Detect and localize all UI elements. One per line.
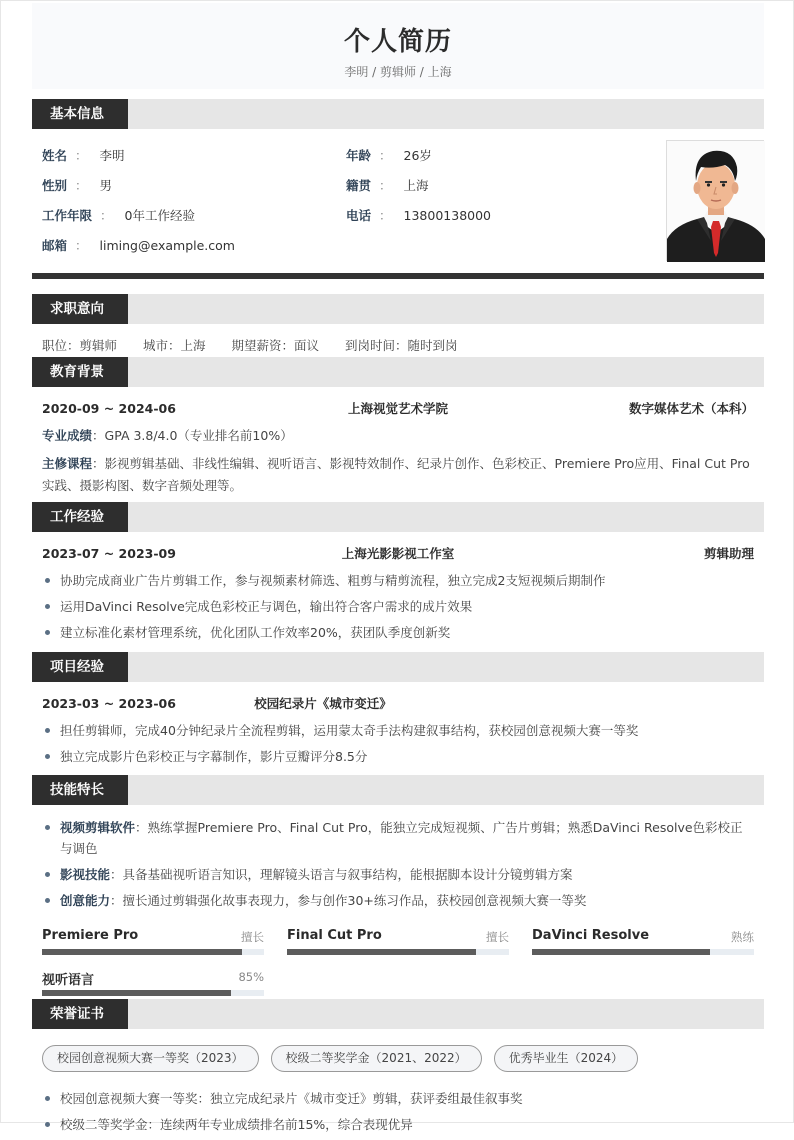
project-header-row [42,694,754,714]
field-email: 邮箱 ： liming@example.com [42,238,235,253]
section-title: 荣誉证书 [32,999,128,1029]
field-work-years: 工作年限 ： 0年工作经验 [42,208,195,223]
education-period: 2020-09 ~ 2024-06 [42,401,176,416]
profile-photo [666,140,764,261]
honor-chips [42,1045,638,1072]
list-item: 校园创意视频大赛一等奖：独立完成纪录片《城市变迁》剪辑，获评委组最佳叙事奖 [42,1088,754,1109]
section-title: 求职意向 [32,294,128,324]
intent-position: 职位：剪辑师 [42,338,118,353]
education-school: 上海视觉艺术学院 [347,401,448,416]
field-name: 姓名 ： 李明 [42,148,125,163]
field-hometown: 籍贯 ： 上海 [346,178,429,193]
education-grade: 专业成绩：GPA 3.8/4.0（专业排名前10%） [42,428,293,443]
section-title: 基本信息 [32,99,128,129]
email-value: liming@example.com [99,238,235,253]
list-item: 创意能力：擅长通过剪辑强化故事表现力，参与创作30+练习作品，获校园创意视频大赛一等奖 [42,890,754,911]
project-period: 2023-03 ~ 2023-06 [42,696,176,711]
skills-bullets [42,817,754,916]
skill-bar-audiovisual: 视听语言 85% [42,969,264,1009]
skill-bar-davinci: DaVinci Resolve 熟练 [532,928,754,968]
section-education [32,357,764,387]
section-title: 技能特长 [32,775,128,805]
section-basic-info [32,99,764,129]
field-phone: 电话 ： 13800138000 [346,208,492,223]
page-subtitle: 李明 / 剪辑师 / 上海 [344,65,452,79]
section-project-experience [32,652,764,682]
progress-track [532,949,754,955]
honors-bullets [42,1088,754,1140]
progress-track [42,949,264,955]
education-major: 数字媒体艺术（本科） [628,401,754,416]
intent-salary: 期望薪资：面议 [231,338,320,353]
list-item: 担任剪辑师，完成40分钟纪录片全流程剪辑，运用蒙太奇手法构建叙事结构，获校园创意视频大赛一等奖 [42,720,754,741]
project-name: 校园纪录片《城市变迁》 [254,696,392,711]
progress-track [42,990,264,996]
job-intent-row [42,336,484,356]
list-item: 运用DaVinci Resolve完成色彩校正与调色，输出符合客户需求的成片效果 [42,596,754,617]
honor-chip: 校级二等奖学金（2021、2022） [271,1045,482,1072]
honor-chip: 优秀毕业生（2024） [494,1045,639,1072]
page-title: 个人简历 [343,27,452,57]
work-bullets [42,570,754,648]
section-work-experience [32,502,764,532]
progress-fill [287,949,476,955]
list-item: 影视技能：具备基础视听语言知识，理解镜头语言与叙事结构，能根据脚本设计分镜剪辑方案 [42,864,754,885]
list-item: 校级二等奖学金：连续两年专业成绩排名前15%，综合表现优异 [42,1114,754,1135]
skill-bar-premiere: Premiere Pro 擅长 [42,928,264,968]
work-period: 2023-07 ~ 2023-09 [42,546,176,561]
progress-fill [42,990,231,996]
divider [32,273,764,279]
intent-city: 城市：上海 [143,338,206,353]
education-header-row [42,399,754,419]
work-role: 剪辑助理 [703,546,754,561]
section-job-intent [32,294,764,324]
intent-availability: 到岗时间：随时到岗 [345,338,458,353]
list-item: 独立完成影片色彩校正与字幕制作，影片豆瓣评分8.5分 [42,746,754,767]
progress-track [287,949,509,955]
field-gender: 性别 ： 男 [42,178,113,193]
section-skills [32,775,764,805]
work-company: 上海光影影视工作室 [341,546,455,561]
list-item: 协助完成商业广告片剪辑工作，参与视频素材筛选、粗剪与精剪流程，独立完成2支短视频后期制作 [42,570,754,591]
progress-fill [42,949,242,955]
section-title: 教育背景 [32,357,128,387]
field-age: 年龄 ： 26岁 [346,148,432,163]
list-item: 视频剪辑软件：熟练掌握Premiere Pro、Final Cut Pro，能独立完成短视频、广告片剪辑；熟悉DaVinci Resolve色彩校正与调色 [42,817,754,859]
education-courses: 主修课程：影视剪辑基础、非线性编辑、视听语言、影视特效制作、纪录片创作、色彩校正、Premiere Pro应用、Final Cut Pro实践、摄影构图、数字音频处理等。 [42,456,750,493]
skill-bar-final-cut: Final Cut Pro 擅长 [287,928,509,968]
work-header-row [42,544,754,564]
project-bullets [42,720,754,772]
section-title: 项目经验 [32,652,128,682]
resume-header [32,3,764,89]
section-honors [32,999,764,1029]
section-title: 工作经验 [32,502,128,532]
list-item: 建立标准化素材管理系统，优化团队工作效率20%，获团队季度创新奖 [42,622,754,643]
avatar-illustration-icon [667,141,765,262]
honor-chip: 校园创意视频大赛一等奖（2023） [42,1045,259,1072]
progress-fill [532,949,710,955]
